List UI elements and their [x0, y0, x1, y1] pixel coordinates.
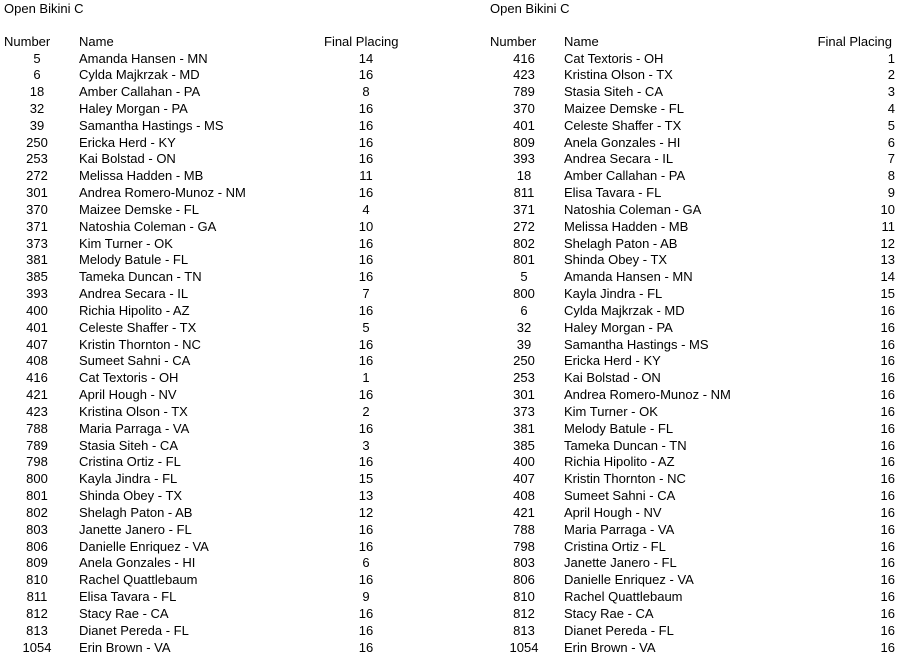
name-cell: Anela Gonzales - HI — [79, 555, 196, 571]
number-cell: 423 — [513, 67, 535, 83]
number-cell: 381 — [26, 252, 48, 268]
number-cell: 32 — [29, 100, 45, 116]
table-row — [490, 505, 898, 522]
number-cell: 801 — [26, 488, 48, 504]
name-cell: Haley Morgan - PA — [564, 319, 673, 335]
name-cell: Dianet Pereda - FL — [564, 622, 674, 638]
number-cell: 803 — [26, 521, 48, 537]
table-row — [490, 118, 898, 135]
number-cell: 400 — [26, 302, 48, 318]
placing-cell: 4 — [887, 100, 895, 116]
table-row — [4, 236, 434, 253]
number-cell: 806 — [26, 538, 48, 554]
placing-cell: 1 — [362, 370, 370, 386]
table-row — [4, 353, 434, 370]
number-cell: 802 — [26, 504, 48, 520]
table-row — [4, 370, 434, 387]
name-cell: Shinda Obey - TX — [79, 488, 183, 504]
number-cell: 250 — [513, 353, 535, 369]
name-cell: Celeste Shaffer - TX — [564, 117, 682, 133]
table-row — [490, 623, 898, 640]
number-cell: 371 — [513, 201, 535, 217]
number-cell: 802 — [513, 235, 535, 251]
table-row — [4, 404, 434, 421]
number-cell: 421 — [26, 387, 48, 403]
name-cell: Melody Batule - FL — [564, 420, 674, 436]
number-cell: 272 — [513, 218, 535, 234]
number-cell: 370 — [513, 100, 535, 116]
name-cell: Maizee Demske - FL — [564, 100, 684, 116]
placing-cell: 9 — [887, 185, 895, 201]
header-name: Name — [79, 34, 114, 49]
number-cell: 813 — [26, 622, 48, 638]
number-cell: 813 — [513, 622, 535, 638]
placing-cell: 16 — [880, 589, 895, 605]
number-cell: 253 — [513, 370, 535, 386]
name-cell: Melissa Hadden - MB — [564, 218, 689, 234]
placing-cell: 16 — [880, 521, 895, 537]
header-final-placing: Final Placing — [817, 34, 892, 49]
table-row — [4, 589, 434, 606]
number-cell: 812 — [26, 605, 48, 621]
number-cell: 798 — [513, 538, 535, 554]
table-row — [490, 522, 898, 539]
placing-cell: 16 — [880, 504, 895, 520]
table-row — [490, 168, 898, 185]
name-cell: Stasia Siteh - CA — [79, 437, 178, 453]
name-cell: Andrea Romero-Munoz - NM — [564, 387, 731, 403]
placing-cell: 16 — [358, 185, 374, 201]
name-cell: Andrea Romero-Munoz - NM — [79, 185, 246, 201]
placing-cell: 12 — [358, 504, 374, 520]
table-row — [4, 185, 434, 202]
number-cell: 811 — [513, 185, 535, 201]
table-row — [4, 337, 434, 354]
placing-cell: 10 — [880, 201, 895, 217]
placing-cell: 5 — [887, 117, 895, 133]
number-cell: 810 — [513, 589, 535, 605]
name-cell: April Hough - NV — [564, 504, 662, 520]
table-row — [490, 219, 898, 236]
placing-cell: 16 — [358, 336, 374, 352]
table-row — [490, 572, 898, 589]
placing-cell: 16 — [880, 605, 895, 621]
number-cell: 18 — [29, 84, 45, 100]
placing-cell: 13 — [358, 488, 374, 504]
placing-cell: 11 — [359, 168, 373, 184]
table-row — [4, 51, 434, 68]
placing-cell: 16 — [880, 622, 895, 638]
table-row — [4, 438, 434, 455]
name-cell: Elisa Tavara - FL — [79, 589, 177, 605]
placing-cell: 16 — [880, 555, 895, 571]
table-row — [4, 202, 434, 219]
name-cell: Tameka Duncan - TN — [564, 437, 687, 453]
name-cell: Amber Callahan - PA — [79, 84, 201, 100]
name-cell: Haley Morgan - PA — [79, 100, 188, 116]
number-cell: 788 — [26, 420, 48, 436]
name-cell: Andrea Secara - IL — [564, 151, 674, 167]
name-cell: Cat Textoris - OH — [79, 370, 179, 386]
name-cell: Melody Batule - FL — [79, 252, 189, 268]
name-cell: Kai Bolstad - ON — [79, 151, 176, 167]
number-cell: 803 — [513, 555, 535, 571]
number-cell: 408 — [26, 353, 48, 369]
placing-cell: 16 — [880, 471, 895, 487]
placing-cell: 14 — [880, 269, 895, 285]
number-cell: 788 — [513, 521, 535, 537]
placing-cell: 5 — [362, 319, 370, 335]
number-cell: 32 — [516, 319, 532, 335]
table-row — [490, 539, 898, 556]
placing-cell: 16 — [880, 353, 895, 369]
placing-cell: 16 — [358, 622, 374, 638]
placing-cell: 2 — [887, 67, 895, 83]
placing-cell: 12 — [880, 235, 895, 251]
placing-cell: 6 — [887, 134, 895, 150]
number-cell: 381 — [513, 420, 535, 436]
table-row — [490, 337, 898, 354]
name-cell: Erin Brown - VA — [79, 639, 171, 655]
placing-cell: 16 — [880, 488, 895, 504]
name-cell: Maizee Demske - FL — [79, 201, 199, 217]
table-row — [490, 640, 898, 656]
table-row — [490, 387, 898, 404]
name-cell: Janette Janero - FL — [79, 521, 192, 537]
table-row — [490, 252, 898, 269]
placing-cell: 16 — [880, 403, 895, 419]
name-cell: Kim Turner - OK — [79, 235, 173, 251]
table-row — [490, 606, 898, 623]
placing-cell: 8 — [887, 168, 895, 184]
name-cell: Rachel Quattlebaum — [79, 572, 198, 588]
name-cell: Cylda Majkrzak - MD — [564, 302, 685, 318]
placing-cell: 9 — [362, 589, 370, 605]
placing-cell: 16 — [880, 420, 895, 436]
number-cell: 6 — [520, 302, 528, 318]
header-name: Name — [564, 34, 599, 49]
placing-cell: 13 — [880, 252, 895, 268]
table-row — [490, 589, 898, 606]
number-cell: 371 — [26, 218, 48, 234]
name-cell: Kristina Olson - TX — [564, 67, 673, 83]
name-cell: Andrea Secara - IL — [79, 286, 189, 302]
table-row — [4, 387, 434, 404]
name-cell: Amanda Hansen - MN — [564, 269, 693, 285]
number-cell: 423 — [26, 403, 48, 419]
table-row — [4, 303, 434, 320]
table-row — [490, 421, 898, 438]
number-cell: 6 — [33, 67, 41, 83]
placing-cell: 10 — [358, 218, 374, 234]
name-cell: Anela Gonzales - HI — [564, 134, 681, 150]
table-row — [4, 572, 434, 589]
table-row — [4, 640, 434, 656]
name-cell: Sumeet Sahni - CA — [564, 488, 676, 504]
number-cell: 370 — [26, 201, 48, 217]
table-row — [4, 101, 434, 118]
number-cell: 5 — [520, 269, 528, 285]
table-row — [490, 303, 898, 320]
placing-cell: 16 — [358, 302, 374, 318]
table-row — [490, 101, 898, 118]
placing-cell: 3 — [887, 84, 895, 100]
table-row — [4, 606, 434, 623]
name-cell: Ericka Herd - KY — [564, 353, 661, 369]
table-row — [4, 135, 434, 152]
name-cell: Shinda Obey - TX — [564, 252, 668, 268]
placing-cell: 16 — [880, 319, 895, 335]
number-cell: 39 — [29, 117, 45, 133]
number-cell: 373 — [26, 235, 48, 251]
name-cell: Cristina Ortiz - FL — [79, 454, 181, 470]
name-cell: Kai Bolstad - ON — [564, 370, 661, 386]
table-row — [4, 252, 434, 269]
number-cell: 789 — [513, 84, 535, 100]
number-cell: 811 — [26, 589, 48, 605]
name-cell: Richia Hipolito - AZ — [564, 454, 675, 470]
placing-cell: 16 — [358, 67, 374, 83]
number-cell: 385 — [26, 269, 48, 285]
name-cell: Cat Textoris - OH — [564, 50, 664, 66]
number-cell: 250 — [26, 134, 48, 150]
name-cell: Melissa Hadden - MB — [79, 168, 204, 184]
placing-cell: 16 — [880, 302, 895, 318]
table-row — [490, 84, 898, 101]
table-row — [4, 320, 434, 337]
placing-cell: 16 — [358, 235, 374, 251]
name-cell: Kim Turner - OK — [564, 403, 658, 419]
number-cell: 1054 — [509, 639, 539, 655]
placing-cell: 16 — [880, 387, 895, 403]
placing-cell: 16 — [358, 420, 374, 436]
number-cell: 806 — [513, 572, 535, 588]
number-cell: 408 — [513, 488, 535, 504]
table-row — [4, 67, 434, 84]
name-cell: Cylda Majkrzak - MD — [79, 67, 200, 83]
table-row — [490, 471, 898, 488]
name-cell: Amanda Hansen - MN — [79, 50, 208, 66]
placing-cell: 1 — [887, 50, 895, 66]
name-cell: Danielle Enriquez - VA — [79, 538, 209, 554]
number-cell: 809 — [513, 134, 535, 150]
table-row — [4, 539, 434, 556]
table-row — [4, 488, 434, 505]
number-cell: 18 — [516, 168, 532, 184]
number-cell: 301 — [26, 185, 48, 201]
placing-cell: 16 — [880, 538, 895, 554]
name-cell: Samantha Hastings - MS — [564, 336, 709, 352]
table-row — [490, 286, 898, 303]
name-cell: Danielle Enriquez - VA — [564, 572, 694, 588]
header-number: Number — [4, 34, 51, 49]
placing-cell: 16 — [358, 521, 374, 537]
number-cell: 801 — [513, 252, 535, 268]
number-cell: 401 — [513, 117, 535, 133]
placing-cell: 16 — [358, 605, 374, 621]
number-cell: 407 — [26, 336, 48, 352]
name-cell: Richia Hipolito - AZ — [79, 302, 190, 318]
table-row — [4, 151, 434, 168]
placing-cell: 11 — [881, 218, 895, 234]
header-number: Number — [490, 34, 537, 49]
name-cell: Samantha Hastings - MS — [79, 117, 224, 133]
placing-cell: 16 — [880, 336, 895, 352]
name-cell: Natoshia Coleman - GA — [79, 218, 217, 234]
name-cell: Sumeet Sahni - CA — [79, 353, 191, 369]
table-row — [4, 269, 434, 286]
number-cell: 407 — [513, 471, 535, 487]
number-cell: 393 — [513, 151, 535, 167]
table-row — [4, 505, 434, 522]
number-cell: 800 — [513, 286, 535, 302]
name-cell: Tameka Duncan - TN — [79, 269, 202, 285]
table-row — [490, 320, 898, 337]
number-cell: 393 — [26, 286, 48, 302]
name-cell: Kayla Jindra - FL — [79, 471, 178, 487]
table-title: Open Bikini C — [490, 1, 570, 16]
placing-cell: 7 — [887, 151, 895, 167]
placing-cell: 16 — [358, 639, 374, 655]
name-cell: Amber Callahan - PA — [564, 168, 686, 184]
number-cell: 400 — [513, 454, 535, 470]
placing-cell: 16 — [358, 117, 374, 133]
number-cell: 385 — [513, 437, 535, 453]
number-cell: 421 — [513, 504, 535, 520]
table-row — [490, 67, 898, 84]
table-row — [490, 488, 898, 505]
header-final-placing: Final Placing — [324, 34, 399, 49]
placing-cell: 16 — [358, 572, 374, 588]
table-row — [4, 623, 434, 640]
number-cell: 401 — [26, 319, 48, 335]
number-cell: 416 — [513, 50, 535, 66]
name-cell: Stasia Siteh - CA — [564, 84, 663, 100]
placing-cell: 16 — [358, 252, 374, 268]
number-cell: 809 — [26, 555, 48, 571]
name-cell: Kristin Thornton - NC — [79, 336, 201, 352]
placing-cell: 16 — [358, 100, 374, 116]
placing-cell: 16 — [358, 387, 374, 403]
placing-cell: 3 — [362, 437, 370, 453]
number-cell: 800 — [26, 471, 48, 487]
table-row — [490, 454, 898, 471]
name-cell: Shelagh Paton - AB — [564, 235, 678, 251]
table-row — [4, 471, 434, 488]
number-cell: 5 — [33, 50, 41, 66]
name-cell: Shelagh Paton - AB — [79, 504, 193, 520]
table-row — [490, 151, 898, 168]
number-cell: 301 — [513, 387, 535, 403]
table-row — [490, 135, 898, 152]
name-cell: Janette Janero - FL — [564, 555, 677, 571]
table-row — [4, 168, 434, 185]
placing-cell: 15 — [880, 286, 895, 302]
name-cell: Kayla Jindra - FL — [564, 286, 663, 302]
name-cell: Dianet Pereda - FL — [79, 622, 189, 638]
table-row — [4, 118, 434, 135]
placing-cell: 16 — [880, 572, 895, 588]
placing-cell: 16 — [880, 370, 895, 386]
name-cell: Cristina Ortiz - FL — [564, 538, 666, 554]
table-row — [490, 51, 898, 68]
table-row — [4, 421, 434, 438]
name-cell: Elisa Tavara - FL — [564, 185, 662, 201]
name-cell: Kristin Thornton - NC — [564, 471, 686, 487]
table-row — [490, 555, 898, 572]
placing-cell: 16 — [358, 269, 374, 285]
placing-cell: 15 — [358, 471, 374, 487]
placing-cell: 16 — [358, 353, 374, 369]
table-row — [490, 353, 898, 370]
placing-cell: 16 — [358, 134, 374, 150]
placing-cell: 4 — [362, 201, 370, 217]
placing-cell: 16 — [358, 538, 374, 554]
table-row — [490, 236, 898, 253]
number-cell: 272 — [26, 168, 48, 184]
number-cell: 1054 — [22, 639, 52, 655]
table-row — [490, 185, 898, 202]
table-row — [4, 286, 434, 303]
placing-cell: 16 — [880, 437, 895, 453]
number-cell: 253 — [26, 151, 48, 167]
number-cell: 812 — [513, 605, 535, 621]
table-row — [4, 219, 434, 236]
name-cell: Stacy Rae - CA — [564, 605, 654, 621]
name-cell: Erin Brown - VA — [564, 639, 656, 655]
table-row — [490, 370, 898, 387]
placing-cell: 16 — [880, 639, 895, 655]
number-cell: 810 — [26, 572, 48, 588]
placing-cell: 6 — [362, 555, 370, 571]
table-row — [490, 438, 898, 455]
table-title: Open Bikini C — [4, 1, 84, 16]
table-row — [490, 269, 898, 286]
placing-cell: 14 — [358, 50, 374, 66]
table-row — [490, 404, 898, 421]
name-cell: Celeste Shaffer - TX — [79, 319, 197, 335]
placing-cell: 2 — [362, 403, 370, 419]
name-cell: Ericka Herd - KY — [79, 134, 176, 150]
name-cell: April Hough - NV — [79, 387, 177, 403]
table-row — [4, 555, 434, 572]
number-cell: 798 — [26, 454, 48, 470]
name-cell: Stacy Rae - CA — [79, 605, 169, 621]
number-cell: 416 — [26, 370, 48, 386]
placing-cell: 16 — [358, 454, 374, 470]
placing-cell: 16 — [880, 454, 895, 470]
placing-cell: 8 — [362, 84, 370, 100]
number-cell: 39 — [516, 336, 532, 352]
number-cell: 373 — [513, 403, 535, 419]
name-cell: Kristina Olson - TX — [79, 403, 188, 419]
number-cell: 789 — [26, 437, 48, 453]
name-cell: Maria Parraga - VA — [79, 420, 190, 436]
placing-cell: 16 — [358, 151, 374, 167]
table-row — [4, 454, 434, 471]
table-row — [490, 202, 898, 219]
name-cell: Natoshia Coleman - GA — [564, 201, 702, 217]
placing-cell: 7 — [362, 286, 370, 302]
table-row — [4, 522, 434, 539]
name-cell: Rachel Quattlebaum — [564, 589, 683, 605]
name-cell: Maria Parraga - VA — [564, 521, 675, 537]
table-row — [4, 84, 434, 101]
